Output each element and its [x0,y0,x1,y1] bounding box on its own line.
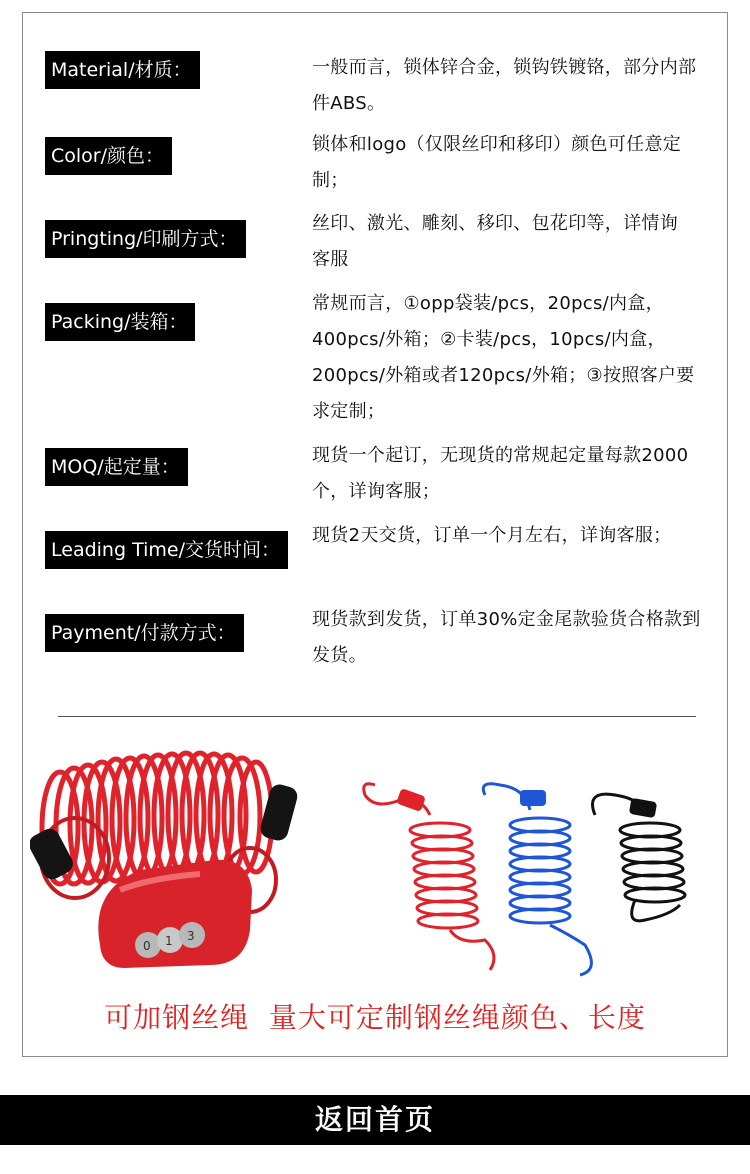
spec-label: Color/颜色： [45,137,172,175]
section-divider [58,716,696,717]
red-coil-lock [30,753,300,968]
product-illustration [30,740,720,990]
lock-dial-digit: 0 [143,939,151,953]
red-spiral-cable [364,784,494,970]
spec-value: 丝印、激光、雕刻、移印、包花印等，详情询客服 [312,213,678,270]
spec-value: 现货款到发货，订单30%定金尾款验货合格款到发货。 [312,609,701,666]
spec-label: MOQ/起定量： [45,448,188,486]
spec-value: 锁体和logo（仅限丝印和移印）颜色可任意定制； [312,134,682,191]
spec-label: Payment/付款方式： [45,614,244,652]
spec-label: Leading Time/交货时间： [45,531,288,569]
product-caption: 可加钢丝绳 量大可定制钢丝绳颜色、长度 [104,1001,646,1034]
lock-dial-digit: 1 [165,934,173,948]
spec-value: 常规而言，①opp袋装/pcs，20pcs/内盒，400pcs/外箱；②卡装/pcs，10pcs/内盒，200pcs/外箱或者120pcs/外箱；③按照客户要求定制； [312,293,695,422]
blue-spiral-cable [483,784,591,975]
spec-label: Packing/装箱： [45,303,195,341]
spec-value: 一般而言，锁体锌合金，锁钩铁镀铬，部分内部件ABS。 [312,57,697,114]
spec-label: Material/材质： [45,51,200,89]
product-photo [30,740,720,990]
spec-label: Pringting/印刷方式： [45,220,246,258]
black-spiral-cable [593,794,686,921]
back-to-home-button[interactable]: 返回首页 [0,1095,750,1145]
spec-value: 现货2天交货，订单一个月左右，详询客服； [312,525,672,546]
lock-dial-digit: 3 [187,929,195,943]
spec-value: 现货一个起订，无现货的常规起定量每款2000个，详询客服； [312,445,689,502]
